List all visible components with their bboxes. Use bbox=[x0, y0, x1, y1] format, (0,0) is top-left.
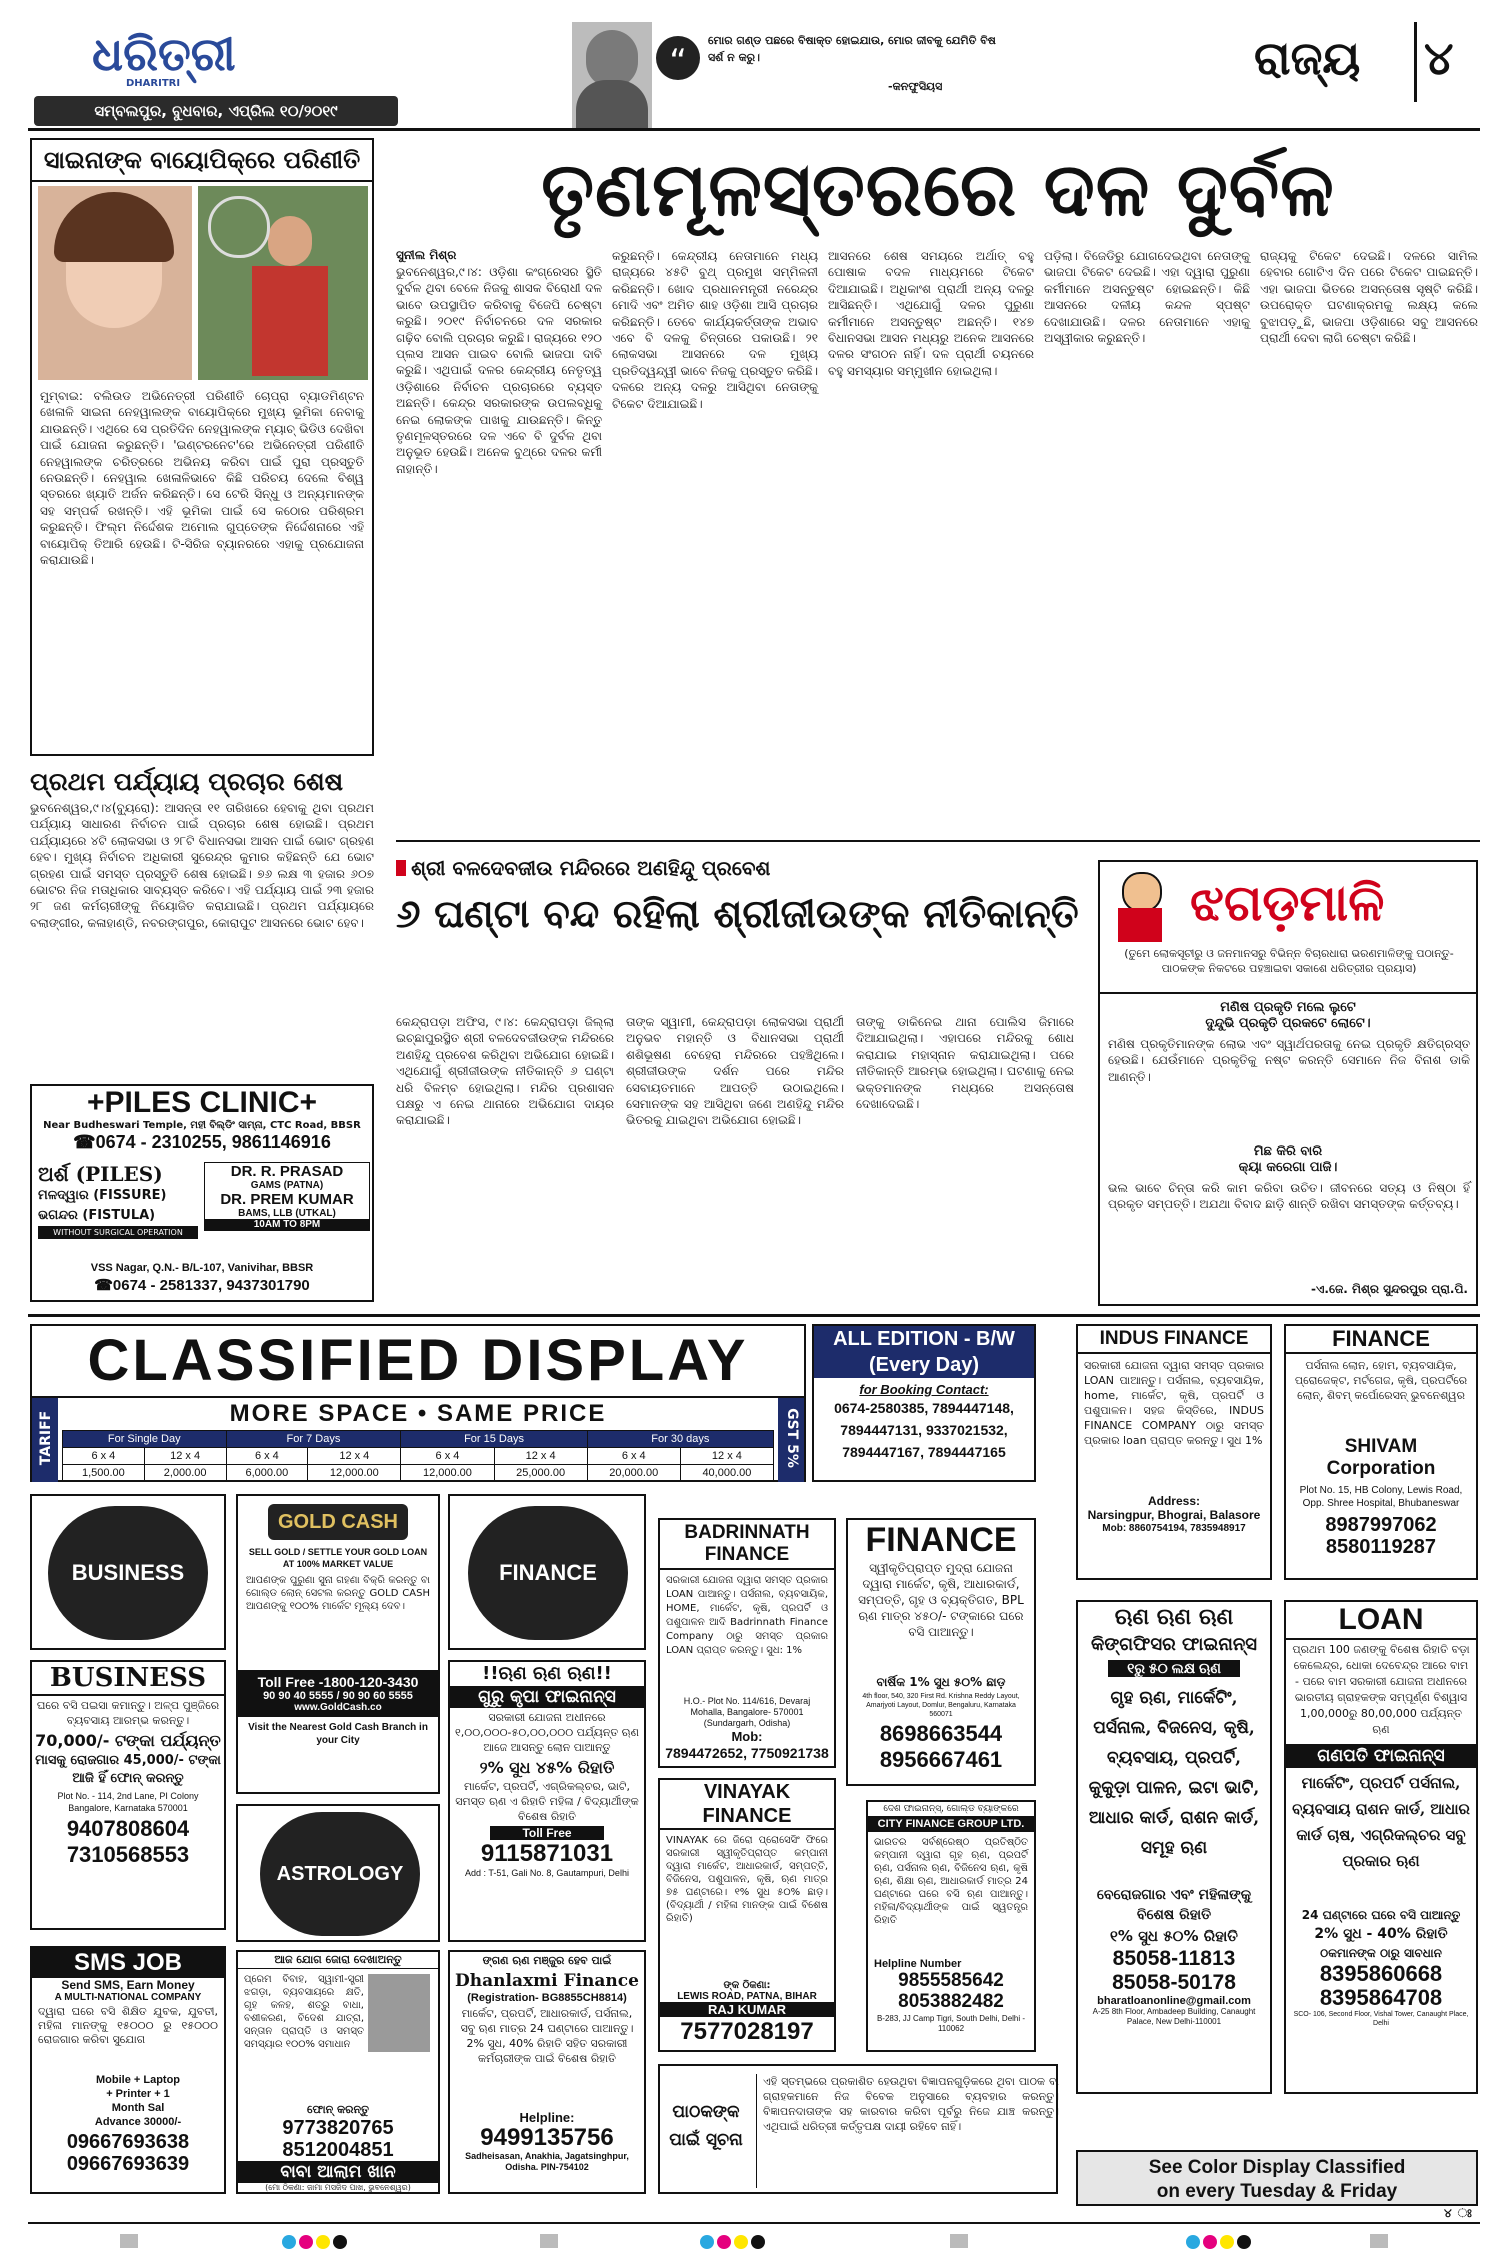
period-single: For Single Day bbox=[63, 1431, 227, 1448]
size-cell: 6 x 4 bbox=[226, 1448, 308, 1465]
doctor-2-degree: BAMS, LLB (UTKAL) bbox=[238, 1208, 336, 1219]
temple-kicker: ଶ୍ରୀ ବଳଦେବଜୀଉ ମନ୍ଦିରରେ ଅଣହିନ୍ଦୁ ପ୍ରବେଶ bbox=[396, 856, 1076, 882]
finance-logo-ad bbox=[448, 1494, 646, 1650]
page-number: ୪ bbox=[1424, 31, 1454, 85]
sms-title: SMS JOB bbox=[32, 1948, 224, 1978]
all-edition: ALL EDITION - B/W (Every Day) bbox=[814, 1326, 1034, 1378]
classified-tagline: MORE SPACE • SAME PRICE bbox=[229, 1400, 607, 1427]
price-cell: 1,500.00 bbox=[63, 1465, 145, 1482]
loan-items: ମାର୍କେଟିଂ, ପ୍ରପର୍ଟି ପର୍ସନାଲ, ବ୍ୟବସାୟ ରାଶନ କାର୍ଡ, ଆଧାର କାର୍ଡ ଚାଷ, ଏଗ୍ରିକଲ୍ଚର ସବୁ ପ୍ରକାର ଋଣ bbox=[1292, 1774, 1470, 1870]
size-cell: 6 x 4 bbox=[63, 1448, 145, 1465]
doctor-1-degree: GAMS (PATNA) bbox=[250, 1180, 324, 1191]
sms-line-1: Send SMS, Earn Money bbox=[61, 1978, 195, 1992]
tagamali-sub-1: ମଣିଷ ପ୍ରକୃତି ମଲେ ଲୁଟେ bbox=[1220, 1000, 1356, 1015]
city-address: B-283, JJ Camp Tigri, South Delhi, Delhi - 110062 bbox=[876, 2014, 1026, 2033]
runa-name: କିଙ୍ଗଫିସର ଫାଇନାନ୍ସ bbox=[1091, 1634, 1257, 1655]
piles-phone-1: ☎0674 - 2310255, 9861146916 bbox=[73, 1132, 331, 1152]
vinayak-address: LEWIS ROAD, PATNA, BIHAR bbox=[677, 1991, 817, 2002]
finance-big-title: FINANCE bbox=[865, 1521, 1017, 1559]
baba-body: ପ୍ରେମ ବିବାହ, ସ୍ୱାମୀ-ସ୍ତ୍ରୀ ଝଗଡ଼ା, ବ୍ୟବସାୟରେ କ୍ଷତି, ଗୃହ କଳହ, ଶତ୍ରୁ ବାଧା, ବଶୀକରଣ, ବିଦେଶ ଯାତ୍ରା, ସନ୍ତାନ ପ୍ରାପ୍ତି ଓ ସମସ୍ତ ସମସ୍ୟାର ୧୦୦% ସମାଧାନ bbox=[244, 1974, 368, 2050]
classified-display-header bbox=[30, 1324, 806, 1482]
dateline-bar bbox=[34, 96, 398, 126]
finance-big-ad bbox=[846, 1518, 1036, 1786]
loan-name: ଗଣପତି ଫାଇନାନ୍ସ bbox=[1286, 1744, 1476, 1768]
lead-byline: ସୁନୀଲ ମିଶ୍ର bbox=[396, 248, 457, 262]
lead-col-5: ରାଜ୍ୟକୁ ଟିକେଟ ଦେଇଛି। ଦଳରେ ସାମିଲ ହେବାର ଗୋଟିଏ ଦିନ ପରେ ଟିକେଟ ପାଇଛନ୍ତି। ଏହା ଭାଜପା ଭିତରେ ଅସନ୍ତୋଷ ସୃଷ୍ଟି କରିଛି। ଉପରୋକ୍ତ ଘଟଣାକ୍ରମକୁ ଲକ୍ଷ୍ୟ କଲେ ବୁଝାପଡ଼ୁଛି, ଭାଜପା ଓଡ଼ିଶାରେ ସବୁ ଆସନରେ ପ୍ରାର୍ଥୀ ଦେବା ଲାଗି ଚେଷ୍ଟା କରିଛି। bbox=[1260, 249, 1482, 346]
sms-phones: 09667693638 09667693639 bbox=[66, 2131, 190, 2175]
city-helpline: Helpline Number bbox=[874, 1958, 962, 1970]
shivam-name: SHIVAM Corporation bbox=[1326, 1436, 1436, 1479]
business-amount-2: ମାସକୁ ରୋଜଗାର 45,000/- ଟଙ୍କା bbox=[35, 1753, 221, 1768]
tagamali-sub-4: କ୍ୟା କରେଗା ପାଜି। bbox=[1238, 1160, 1338, 1175]
tagamali-signature: -ଏ.ଜେ. ମିଶ୍ର ସୁନ୍ଦରପୁର ପ୍ରା.ପି. bbox=[1310, 1282, 1468, 1296]
runa-email: bharatloanonline@gmail.com bbox=[1097, 1995, 1251, 2007]
piles-arsh: ଅର୍ଶ (PILES) bbox=[38, 1162, 163, 1186]
baba-name: ବାବା ଆଲାମ ଖାନ bbox=[238, 2161, 438, 2183]
shivam-address: Plot No. 15, HB Colony, Lewis Road, Opp. Shree Hospital, Bhubaneswar bbox=[1299, 1485, 1463, 1509]
size-cell: 6 x 4 bbox=[587, 1448, 680, 1465]
size-cell: 12 x 4 bbox=[494, 1448, 587, 1465]
runa-title: ଋଣ ଋଣ ଋଣ bbox=[1114, 1604, 1234, 1630]
saina-title: ସାଇନାଙ୍କ ବାୟୋପିକ୍‌ରେ ପରିଣୀତି bbox=[32, 140, 372, 182]
size-cell: 12 x 4 bbox=[144, 1448, 226, 1465]
doctor-1: DR. R. PRASAD bbox=[230, 1163, 344, 1180]
astrology-ad bbox=[236, 1804, 440, 1942]
dhan-registration: (Registration- BG8855CH8814) bbox=[467, 1992, 627, 2004]
dateline: ସମ୍ବଲପୁର, ବୁଧବାର, ଏପ୍ରିଲ ୧୦/୨୦୧୯ bbox=[94, 102, 338, 120]
gold-cash-ad bbox=[236, 1494, 440, 1794]
baba-phones: 9773820765 8512004851 bbox=[282, 2117, 394, 2161]
runa-phones: 85058-11813 85058-50178 bbox=[1112, 1947, 1236, 1994]
gurukrupa-title: !!ଋଣ ଋଣ ଋଣ!! bbox=[482, 1663, 612, 1684]
price-cell: 12,000.00 bbox=[308, 1465, 401, 1482]
baba-line-1: ଆଜ ଯୋଗ ଜୋରା ଦେଖାଅନ୍ତୁ bbox=[238, 1952, 438, 1969]
period-15: For 15 Days bbox=[401, 1431, 587, 1448]
astrology-logo-icon: ASTROLOGY bbox=[260, 1812, 420, 1936]
dhan-helpline: Helpline: bbox=[519, 2110, 575, 2125]
logo-text: ଧରିତ୍ରୀ bbox=[92, 27, 236, 81]
city-head: ଦେଶ ଫାଇନାନ୍ସ୍, ଗୋଲ୍ଡ ବ୍ୟାଙ୍କରେ bbox=[883, 1804, 1019, 1814]
loan-time: 24 ଘଣ୍ଟାରେ ଘରେ ବସି ପାଆନ୍ତୁ bbox=[1301, 1908, 1461, 1922]
badrinath-ad bbox=[658, 1518, 836, 1768]
gurukrupa-body-2: ମାର୍କେଟ, ପ୍ରପର୍ଟି, ଏଗ୍ରିକଲ୍ଚର, ଭାଟି, ସମସ୍ତ ଋଣ ଏ ରିହାତି ମହିଳା / ବିଦ୍ୟାର୍ଥୀଙ୍କ ବିଶେଷ ରିହାତି bbox=[455, 1780, 639, 1823]
temple-col-1: କେନ୍ଦ୍ରାପଡ଼ା ଅଫିସ, ୯।୪: କେନ୍ଦ୍ରାପଡ଼ା ଜିଲ୍ଲା ଇଚ୍ଛାପୁରସ୍ଥିତ ଶ୍ରୀ ବଳଦେବଜୀଉଙ୍କ ମନ୍ଦିରରେ ଅଣହିନ୍ଦୁ ପ୍ରବେଶ କରିଥିବା ଅଭିଯୋଗ ହୋଇଛି। ଏଥିଯୋଗୁଁ ଶ୍ରୀଜୀଉଙ୍କ ନୀତିକାନ୍ତି ୬ ଘଣ୍ଟା ଧରି ବିଳମ୍ବ ହୋଇଥିଲା। ମନ୍ଦିର ପ୍ରଶାସନ ପକ୍ଷରୁ ଏ ନେଇ ଥାନାରେ ଅଭିଯୋଗ ଦାୟର କରାଯାଇଛି। bbox=[396, 1015, 618, 1128]
tagamali-para-1: ମଣିଷ ପ୍ରକୃତିମାନଙ୍କ ଲୋଭ ଏବଂ ସ୍ୱାର୍ଥପରତାକୁ ନେଇ ପ୍ରକୃତି କ୍ଷତିଗ୍ରସ୍ତ ହେଉଛି। ଯେଉଁମାନେ ପ୍ରକୃତିକୁ ନଷ୍ଟ କରନ୍ତି ସେମାନେ ନିଜ ବିନାଶ ଡାକି ଆଣନ୍ତି। bbox=[1108, 1037, 1474, 1084]
booking-phone-2: 7894447131, 9337021532, bbox=[840, 1422, 1008, 1438]
footer-rule bbox=[28, 2222, 1480, 2224]
temple-col-3: ତାଙ୍କୁ ଡାକିନେଇ ଥାନା ପୋଲିସ ଜିମାରେ ଦିଆଯାଇଥିଲା। ଏହାପରେ ମନ୍ଦିରକୁ ଶୋଧ କରାଯାଇ ମହାସ୍ନାନ କରାଯାଇଥିଲା। ପରେ ନୀତିକାନ୍ତି ଆରମ୍ଭ ହୋଇଥିଲା। ଘଟଣାକୁ ନେଇ ଭକ୍ତମାନଙ୍କ ମଧ୍ୟରେ ଅସନ୍ତୋଷ ଦେଖାଦେଇଛି। bbox=[856, 1015, 1078, 1112]
period-30: For 30 days bbox=[587, 1431, 773, 1448]
size-cell: 6 x 4 bbox=[401, 1448, 494, 1465]
piles-phone-2: ☎0674 - 2581337, 9437301790 bbox=[94, 1277, 310, 1294]
vinayak-name: RAJ KUMAR bbox=[660, 2002, 834, 2017]
temple-headline: ୬ ଘଣ୍ଟା ବନ୍ଦ ରହିଲା ଶ୍ରୀଜୀଉଙ୍କ ନୀତିକାନ୍ତି bbox=[396, 891, 1079, 937]
kicker-marker bbox=[396, 860, 406, 876]
gurukrupa-ad bbox=[448, 1660, 646, 1942]
loan-ad bbox=[1284, 1600, 1478, 2094]
tagamali-column bbox=[1098, 860, 1478, 1306]
grey-mark-1 bbox=[120, 2234, 138, 2248]
badrinath-mob: 7894472652, 7750921738 bbox=[665, 1745, 829, 1761]
booking-phone-1: 0674-2580385, 7894447148, bbox=[834, 1400, 1014, 1416]
piles-title: +PILES CLINIC+ bbox=[86, 1086, 318, 1119]
sms-job-ad bbox=[30, 1946, 226, 2194]
gurukrupa-toll: Toll Free bbox=[490, 1826, 604, 1840]
gold-cash-visit: Visit the Nearest Gold Cash Branch in your City bbox=[248, 1722, 428, 1746]
finance-big-body: ସ୍ୱୀକୃତିପ୍ରାପ୍ତ ମୁଦ୍ରା ଯୋଜନା ଦ୍ୱାରା ମାର୍କେଟ, କୃଷି, ଆଧାରକାର୍ଡ, ସମ୍ପତ୍ତି, ଗୃହ ଓ ବ୍ୟକ୍ତିଗତ, BPL ଋଣ ମାତ୍ର ୪୫୦/- ଟଙ୍କାରେ ଘରେ ବସି ପାଆନ୍ତୁ। bbox=[858, 1561, 1024, 1639]
tagamali-intro: (ତୁମେ ଲୋକସୂଚୀରୁ ଓ ଜନମାନସରୁ ବିଭିନ୍ନ ବିଚାରଧାରା ଭରଣମାଳିଙ୍କୁ ପଠାନ୍ତୁ-ପାଠକଙ୍କ ନିକଟରେ ପହଞ୍ଚାଇବା ସକାଶେ ଧରିତ୍ରୀର ପ୍ରୟାସ) bbox=[1124, 947, 1454, 975]
badrinath-title: BADRINNATH FINANCE bbox=[660, 1520, 834, 1570]
reader-notice bbox=[658, 2064, 1063, 2194]
phase-body: ଭୁବନେଶ୍ୱର,୯।୪(ବ୍ୟୁରୋ): ଆସନ୍ତା ୧୧ ତାରିଖରେ ହେବାକୁ ଥିବା ପ୍ରଥମ ପର୍ଯ୍ୟାୟ ସାଧାରଣ ନିର୍ବାଚନ ପାଇଁ ପ୍ରଚାର ଶେଷ ହୋଇଛି। ପ୍ରଥମ ପର୍ଯ୍ୟାୟରେ ୪ଟି ଲୋକସଭା ଓ ୨୮ଟି ବିଧାନସଭା ଆସନ ପାଇଁ ଭୋଟ ଗ୍ରହଣ ହେବ। ମୁଖ୍ୟ ନିର୍ବାଚନ ଅଧିକାରୀ ସୁରେନ୍ଦ୍ର କୁମାର କହିଛନ୍ତି ଯେ ଭୋଟ ଗ୍ରହଣ ପାଇଁ ସମସ୍ତ ପ୍ରସ୍ତୁତି ଶେଷ ହୋଇଛି। ୭୬ ଲକ୍ଷ ୩ ହଜାର ୬୦୭ ଭୋଟର ନିଜ ମତାଧିକାର ସାବ୍ୟସ୍ତ କରିବେ। ଏହି ପର୍ଯ୍ୟାୟ ପାଇଁ ୨୩ ହଜାର ୨୮ ଜଣ କର୍ମଚାରୀଙ୍କୁ ନିୟୋଜିତ କରାଯାଇଛି। ପ୍ରଥମ ପର୍ଯ୍ୟାୟରେ ବଲାଙ୍ଗୀର, କଳାହାଣ୍ଡି, ନବରଙ୍ଗପୁର, କୋରାପୁଟ ଆସନରେ ଭୋଟ ହେବ। bbox=[30, 801, 378, 930]
vinayak-address-label: ଙ୍କ ଠିକଣା: bbox=[723, 1980, 771, 1991]
gold-cash-line: SELL GOLD / SETTLE YOUR GOLD LOAN AT 100% MARKET VALUE bbox=[248, 1547, 428, 1569]
shivam-finance-ad bbox=[1284, 1324, 1478, 1580]
price-cell: 40,000.00 bbox=[680, 1465, 773, 1482]
section-title: ରାଜ୍ୟ bbox=[1254, 31, 1361, 85]
color-display-notice bbox=[1076, 2150, 1478, 2206]
gurukrupa-body: ସରକାରୀ ଯୋଜନା ଅଧୀନରେ ୧,୦୦,୦୦୦-୫୦,୦୦,୦୦୦ ପର୍ଯ୍ୟନ୍ତ ଋଣ ଆଜେ ଆସନ୍ତୁ ଲୋନ ପାଆନ୍ତୁ bbox=[455, 1711, 639, 1754]
runa-amount: ୧ରୁ ୫୦ ଲକ୍ଷ ଋଣ bbox=[1108, 1660, 1240, 1677]
dhan-address: Sadheisasan, Anakhia, Jagatsinghpur, Odisha. PIN-754102 bbox=[465, 2151, 629, 2172]
saina-body: ମୁମ୍ବାଇ: ବଲିଉଡ ଅଭିନେତ୍ରୀ ପରିଣୀତି ଚୋପ୍ରା ବ୍ୟାଡମିଣ୍ଟନ ଖେଳାଳି ସାଇନା ନେହୱାଲଙ୍କ ବାୟୋପିକ୍‌ରେ ମୁଖ୍ୟ ଭୂମିକା ନେବାକୁ ଯାଉଛନ୍ତି। ଏଥିରେ ସେ ପ୍ରତିଦିନ ନେହୱାଲଙ୍କ ମ୍ୟାଚ୍ ଭିଡିଓ ଦେଖିବା ପାଇଁ ଯୋଜନା କରୁଛନ୍ତି। 'ଇଣ୍ଟରନେଟ'ରେ ଅଭିନେତ୍ରୀ ପରିଣୀତି ନେହୱାଲଙ୍କ ଚରିତ୍ରରେ ଅଭିନୟ କରିବା ପାଇଁ ପୁରା ପ୍ରସ୍ତୁତି ନେଉଛନ୍ତି। ନେହୱାଲ ଖେଳାଳିଭାବେ କିଛି ପରିଚୟ ଦେଲେ ବିଶ୍ୱ ସ୍ତରରେ ଖ୍ୟାତି ଅର୍ଜନ କରିଛନ୍ତି। ସେ ଟେରି ସିନ୍ଧୁ ଓ ଅନ୍ୟମାନଙ୍କ ସହ ସମ୍ପର୍କ ରଖନ୍ତି। ଏହି ଭୂମିକା ପାଇଁ ସେ କଠୋର ପରିଶ୍ରମ କରୁଛନ୍ତି। ଫିଲ୍ମ ନିର୍ଦ୍ଦେଶକ ଅମୋଲ ଗୁପ୍ତେଙ୍କ ନିର୍ଦ୍ଦେଶନାରେ ଏହି ବାୟୋପିକ୍ ତିଆରି ହେଉଛି। ଟି-ସିରିଜ ବ୍ୟାନରରେ ଏହାକୁ ପ୍ରଯୋଜନା କରାଯାଉଛି। bbox=[40, 389, 368, 568]
city-phones: 9855585642 8053882482 bbox=[898, 1970, 1004, 2012]
baba-phone-label: ଫୋନ୍ କରନ୍ତୁ bbox=[307, 2103, 369, 2116]
indus-title: INDUS FINANCE bbox=[1078, 1326, 1270, 1354]
dhan-line-1: ଙ୍ଗଣ ଋଣ ମଞ୍ଜୁର ହେବ ପାଇଁ bbox=[482, 1954, 612, 1967]
indus-address-label: Address: bbox=[1147, 1494, 1200, 1508]
clinic-time: 10AM TO 8PM bbox=[205, 1219, 369, 1230]
photo-parineeti bbox=[38, 186, 192, 380]
tagamali-sub-3: ମିଛ କିରି ବାରି bbox=[1253, 1144, 1323, 1159]
gurukrupa-name: ଗୁରୁ କୃପା ଫାଇନାନ୍ସ bbox=[450, 1686, 644, 1708]
city-finance-ad bbox=[866, 1800, 1036, 2052]
runa-items: ଗୃହ ଋଣ, ମାର୍କେଟିଂ, ପର୍ସନାଲ, ବିଜନେସ, କୃଷି, ବ୍ୟବସାୟ, ପ୍ରପର୍ଟି, କୁକୁଡ଼ା ପାଳନ, ଇଟା ଭାଟି, ଆଧାର କାର୍ଡ, ରାଶନ କାର୍ଡ, ସମୂହ ଋଣ bbox=[1088, 1688, 1260, 1858]
booking-label: for Booking Contact: bbox=[859, 1382, 989, 1397]
phase-story bbox=[30, 764, 378, 1090]
runa-ad bbox=[1076, 1600, 1272, 2094]
gst-label: GST 5% bbox=[778, 1398, 804, 1482]
dhan-body: ମାର୍କେଟ, ପ୍ରପର୍ଟି, ଆଧାରକାର୍ଡ, ପର୍ସନାଲ, ସବୁ ଋଣ ମାତ୍ର 24 ଘଣ୍ଟାରେ ପାଆନ୍ତୁ। 2% ସୁଧ, 40% ରିହାତି ସହିତ ସରକାରୀ କର୍ମଚାରୀଙ୍କ ପାଇଁ ବିଶେଷ ରିହାତି bbox=[460, 2007, 634, 2065]
shivam-body: ପର୍ସନାଲ ଲୋନ, ହୋମ, ବ୍ୟବସାୟିକ, ପ୍ରୋଜେକ୍ଟ, ମର୍ଟଗେଜ, କୃଷି, ପ୍ରପର୍ଟିରେ ଲୋନ୍, ଶିବମ୍ କର୍ପୋରେସନ୍ ଭୁବନେଶ୍ୱର bbox=[1294, 1359, 1468, 1402]
period-7: For 7 Days bbox=[226, 1431, 401, 1448]
business-logo-ad bbox=[30, 1494, 226, 1650]
gold-cash-logo: GOLD CASH bbox=[268, 1504, 408, 1540]
sms-body: ଦ୍ୱାରା ଘରେ ବସି ଶିକ୍ଷିତ ଯୁବକ, ଯୁବତୀ, ମହିଳା ମାନଙ୍କୁ ୧୫୦୦୦ ରୁ ୧୫୦୦୦ ରୋଜଗାର କରିବା ସୁଯୋଗ bbox=[38, 2005, 222, 2046]
gold-cash-body: ଆପଣଙ୍କ ପୁରୁଣା ସୁନା ଗହଣା ବିକ୍ରି କରନ୍ତୁ ବା ଗୋଲ୍ଡ ଲୋନ୍ ସେଟଲ କରନ୍ତୁ GOLD CASH ଆପଣଙ୍କୁ ୧୦୦% ମାର୍କେଟ ମୂଲ୍ୟ ଦେବ। bbox=[246, 1575, 434, 1612]
runa-address: A-25 8th Floor, Ambadeep Building, Canaught Palace, New Delhi-110001 bbox=[1092, 2007, 1256, 2026]
badrinath-address: H.O.- Plot No. 114/616, Devaraj Mohalla, Bangalore- 570001 (Sundargarh, Odisha) bbox=[683, 1696, 811, 1728]
quote-author: -କନଫୁସିୟସ bbox=[888, 80, 943, 93]
runa-women: ବେରୋଜଗାର ଏବଂ ମହିଳାଙ୍କୁ ବିଶେଷ ରିହାତି bbox=[1096, 1887, 1252, 1923]
reader-title: ପାଠକଙ୍କ ପାଇଁ ସୂଚନା bbox=[669, 2102, 743, 2150]
shivam-phones: 8987997062 8580119287 bbox=[1325, 1514, 1437, 1558]
tagamali-para-2: ଭଲ ଭାବେ ଚିନ୍ତା କରି କାମ କରିବା ଉଚିତ। ଜୀବନରେ ସତ୍ୟ ଓ ନିଷ୍ଠା ହିଁ ପ୍ରକୃତ ସମ୍ପତ୍ତି। ଅଯଥା ବିବାଦ ଛାଡ଼ି ଶାନ୍ତି ରଖିବା ସମସ୍ତଙ୍କ କର୍ତ୍ତବ୍ୟ। bbox=[1108, 1181, 1474, 1212]
loan-body: ପ୍ରଥମ 100 ଜଣଙ୍କୁ ବିଶେଷ ରିହାତି ବଡ଼ା କେଲେନ୍ଦ୍ର, ଧୋକା ଦେବେନ୍ଦ୍ର ଆରେ ବାମ - ପରେ ବାମ ସରକାରୀ ଯୋଜନା ଅଧୀନରେ ଭାରତୀୟ ଗ୍ରାହକଙ୍କ ସମ୍ପୂର୍ଣ୍ଣ ବିଶ୍ୱାସ 1,00,000ରୁ 80,00,000 ପର୍ଯ୍ୟନ୍ତ ଋଣ bbox=[1292, 1643, 1470, 1736]
lead-col-1: ଭୁବନେଶ୍ୱର,୯।୪: ଓଡ଼ିଶା କଂଗ୍ରେସର ସ୍ଥିତି ଦୁର୍ବଳ ଥିବା ବେଳେ ନିଜକୁ ଶାସକ ବିରୋଧୀ ଦଳ ଭାବେ ଉପସ୍ଥାପିତ କରିବାକୁ ବିଜେପି ଚେଷ୍ଟା କରୁଛି। ୨୦୧୯ ନିର୍ବାଚନରେ ଦଳ ସରକାର ଗଢ଼ିବ ବୋଲି ପ୍ରଚାର କରୁଛି। ରାଜ୍ୟରେ ୧୨୦ ପ୍ଲସ ଆସନ ପାଇବ ବୋଲି ଭାଜପା ଦାବି କରୁଛି। ଏଥିପାଇଁ ଦଳର କେନ୍ଦ୍ରୀୟ ନେତୃତ୍ୱ ଓଡ଼ିଶାରେ ନିର୍ବାଚନ ପ୍ରଚାରରେ ବ୍ୟସ୍ତ ଅଛନ୍ତି। କେନ୍ଦ୍ର ସରକାରଙ୍କ ଉପଲବ୍ଧିକୁ ନେଇ ଲୋକଙ୍କ ପାଖକୁ ଯାଉଛନ୍ତି। କିନ୍ତୁ ତୃଣମୂଳସ୍ତରରେ ଦଳ ଏବେ ବି ଦୁର୍ବଳ ଥିବା ଅନୁଭୂତ ହେଉଛି। ଅନେକ ବୁଥ୍‌ରେ ଦଳର କର୍ମୀ ନାହାନ୍ତି। bbox=[396, 265, 606, 476]
masthead-rule bbox=[28, 128, 1480, 131]
tariff-table bbox=[62, 1430, 774, 1482]
reader-body: ଏହି ସ୍ତମ୍ଭରେ ପ୍ରକାଶିତ ହେଉଥିବା ବିଜ୍ଞାପନଗୁଡ଼ିକରେ ଥିବା ପାଠକ ବା ଗ୍ରାହକମାନେ ନିଜ ବିବେକ ଅନୁସାରେ ବ୍ୟବହାର କରନ୍ତୁ। ବିଜ୍ଞାପନଦାତାଙ୍କ ସହ କାରବାର କରିବା ପୂର୍ବରୁ ନିଜେ ଯାଞ୍ଚ କରନ୍ତୁ। ଏଥିପାଇଁ ଧରିତ୍ରୀ କର୍ତ୍ତୃପକ୍ଷ ଦାୟୀ ରହିବେ ନାହିଁ। bbox=[756, 2074, 1059, 2188]
tagamali-cartoon bbox=[1110, 872, 1170, 942]
tagamali-title: ଝଗଡ଼ମାଳି bbox=[1190, 873, 1385, 932]
price-cell: 20,000.00 bbox=[587, 1465, 680, 1482]
price-cell: 25,000.00 bbox=[494, 1465, 587, 1482]
loan-warning: ଠକମାନଙ୍କ ଠାରୁ ସାବଧାନ bbox=[1320, 1946, 1442, 1960]
piles-address: Near Budheswari Temple, ମହୀ ବିଲ୍ଡିଂ ସାମ୍ନା, CTC Road, BBSR bbox=[43, 1120, 361, 1131]
vinayak-body: VINAYAK ରେ ଜିରୋ ପ୍ରୋସେସିଂ ଫିରେ ସରକାରୀ ସ୍ୱୀକୃତିପ୍ରାପ୍ତ କମ୍ପାନୀ ଦ୍ୱାରା ମାର୍କେଟ, ଆଧାରକାର୍ଡ, ସମ୍ପତ୍ତି, ବିଜିନେସ, ପଶୁପାଳନ, କୃଷି, ଋଣ ମାତ୍ର ୭୫ ଘଣ୍ଟାରେ। ୧% ସୁଧ ୫୦% ଛାଡ଼। (ବିଦ୍ୟାର୍ଥୀ / ମହିଳା ମାନଙ୍କ ପାଇଁ ବିଶେଷ ରିହାତି) bbox=[666, 1835, 832, 1924]
gurukrupa-address: Add : T-51, Gali No. 8, Gautampuri, Delhi bbox=[465, 1868, 629, 1878]
masthead bbox=[28, 22, 1478, 132]
classified-top-rule bbox=[28, 1314, 1480, 1317]
gurukrupa-phone: 9115871031 bbox=[480, 1840, 614, 1867]
price-cell: 6,000.00 bbox=[226, 1465, 308, 1482]
lead-col-3: ଆସନରେ ଶେଷ ସମୟରେ ଅର୍ଥାତ୍ ବହୁ ପୋଷାକ ବଦଳ ମାଧ୍ୟମରେ ଟିକେଟ ଦିଆଯାଇଛି। ଅଧିକାଂଶ ପ୍ରାର୍ଥୀ ଅନ୍ୟ ଦଳରୁ ଆସିଛନ୍ତି। ଏଥିଯୋଗୁଁ ଦଳର ପୁରୁଣା କର୍ମୀମାନେ ଅସନ୍ତୁଷ୍ଟ ଅଛନ୍ତି। ୧୪୭ ବିଧାନସଭା ଆସନ ମଧ୍ୟରୁ ଅନେକ ଆସନରେ ଦଳର ସଂଗଠନ ନାହିଁ। ଦଳ ପ୍ରାର୍ଥୀ ଚୟନରେ ବହୁ ସମସ୍ୟାର ସମ୍ମୁଖୀନ ହୋଇଥିଲା। bbox=[828, 249, 1038, 378]
business-call: ଆଜି ହିଁ ଫୋନ୍ କରନ୍ତୁ bbox=[72, 1771, 184, 1786]
grey-mark-2 bbox=[540, 2234, 558, 2248]
piles-fissure: ମଳଦ୍ୱାର (FISSURE) bbox=[38, 1188, 167, 1203]
booking-box bbox=[812, 1324, 1036, 1482]
quote-icon: “ bbox=[656, 36, 700, 80]
indus-address: Narsingpur, Bhograi, Balasore bbox=[1087, 1508, 1261, 1522]
loan-title: LOAN bbox=[1286, 1602, 1476, 1640]
price-cell: 12,000.00 bbox=[401, 1465, 494, 1482]
color-line-2: on every Tuesday & Friday bbox=[1156, 2181, 1398, 2202]
indus-mob: Mob: 8860754194, 7835948917 bbox=[1102, 1523, 1246, 1534]
finance-big-rate: ବାର୍ଷିକ 1% ସୁଧ ୫୦% ଛାଡ଼ bbox=[876, 1675, 1006, 1689]
tariff-label: TARIFF bbox=[32, 1398, 58, 1482]
lead-headline: ତୃଣମୂଳସ୍ତରରେ ଦଳ ଦୁର୍ବଳ bbox=[541, 147, 1335, 233]
badrinath-mob-label: Mob: bbox=[731, 1729, 763, 1744]
color-line-1: See Color Display Classified bbox=[1148, 2157, 1406, 2178]
grey-mark-4 bbox=[1370, 2234, 1388, 2248]
registration-marks-1 bbox=[282, 2234, 350, 2253]
loan-rate: 2% ସୁଧ - 40% ରିହାତି bbox=[1314, 1926, 1448, 1942]
business-amount-1: 70,000/- ଟଙ୍କା ପର୍ଯ୍ୟନ୍ତ bbox=[35, 1731, 221, 1750]
vinayak-phone: 7577028197 bbox=[680, 2018, 814, 2045]
lead-col-2: କରୁଛନ୍ତି। କେନ୍ଦ୍ରୀୟ ନେତାମାନେ ମଧ୍ୟ ରାଜ୍ୟରେ ୪୫ଟି ବୁଥ୍ ପ୍ରମୁଖ ସମ୍ମିଳନୀ କରିଛନ୍ତି। ଖୋଦ ପ୍ରଧାନମନ୍ତ୍ରୀ ନରେନ୍ଦ୍ର ମୋଦି ଏବଂ ଅମିତ ଶାହ ଓଡ଼ିଶା ଆସି ପ୍ରଚାର କରିଛନ୍ତି। ତେବେ କାର୍ଯ୍ୟକର୍ତ୍ତାଙ୍କ ଅଭାବ ଏବେ ବି ଦଳକୁ ଚିନ୍ତାରେ ପକାଉଛି। ୨୧ ଲୋକସଭା ଆସନରେ ଦଳ ମୁଖ୍ୟ ପ୍ରତିଦ୍ୱନ୍ଦ୍ୱୀ ଭାବେ ନିଜକୁ ପ୍ରସ୍ତୁତ କରିଛି। ଦଳରେ ଅନ୍ୟ ଦଳରୁ ଆସିଥିବା ନେତାଙ୍କୁ ଟିକେଟ ଦିଆଯାଇଛି। bbox=[612, 249, 822, 411]
shivam-title: FINANCE bbox=[1286, 1326, 1476, 1354]
logo-sub: DHARITRI bbox=[126, 78, 181, 89]
gurukrupa-rate: ୨% ସୁଧ ୪୫% ରିହାତି bbox=[479, 1758, 615, 1777]
piles-fistula: ଭଗନ୍ଦର (FISTULA) bbox=[38, 1208, 156, 1223]
finance-logo-icon: FINANCE bbox=[468, 1506, 628, 1640]
tagamali-sub-2: ଦୁନ୍ଦୁଭି ପ୍ରକୃତି ପ୍ରକଟେ ଲୋଟେ। bbox=[1205, 1016, 1371, 1031]
price-cell: 2,000.00 bbox=[144, 1465, 226, 1482]
business-logo-icon: BUSINESS bbox=[48, 1506, 208, 1640]
registration-marks-3 bbox=[1186, 2234, 1254, 2253]
sms-free: Mobile + Laptop + Printer + 1 Month Sal Advance 30000/- bbox=[94, 2074, 182, 2128]
registration-marks-2 bbox=[700, 2234, 768, 2253]
loan-address: SCO- 106, Second Floor, Vishal Tower, Canaught Place, Delhi bbox=[1293, 2011, 1469, 2027]
dhanlaxmi-ad bbox=[448, 1950, 646, 2194]
city-title: CITY FINANCE GROUP LTD. bbox=[868, 1816, 1034, 1832]
doctor-2: DR. PREM KUMAR bbox=[220, 1191, 354, 1208]
baba-photo bbox=[368, 1974, 430, 2052]
indus-body: ସରକାରୀ ଯୋଜନା ଦ୍ୱାରା ସମସ୍ତ ପ୍ରକାର LOAN ପାଆନ୍ତୁ। ପର୍ସନାଲ, ବ୍ୟବସାୟିକ, home, ମାର୍କେଟ, କୃଷି, ପ୍ରପର୍ଟି ଓ ପଶୁପାଳନ। ସହଜ କିସ୍ତିରେ, INDUS FINANCE COMPANY ଠାରୁ ସମସ୍ତ ପ୍ରକାର loan ପ୍ରାପ୍ତ କରନ୍ତୁ। ସୁଧ 1% bbox=[1084, 1359, 1268, 1447]
runa-rate: ୧% ସୁଧ ୫୦% ରିହାତି bbox=[1110, 1927, 1238, 1945]
finance-big-phones: 8698663544 8956667461 bbox=[879, 1721, 1003, 1772]
quote-text: ମୋର ଗଣ୍ଡ ପଛରେ ବିଷାକ୍ତ ହୋଇଯାଉ, ମୋର ଜୀବକୁ ଯେମିତି ବିଷ ସର୍ଶ ନ କରୁ। bbox=[708, 34, 996, 64]
business-title: BUSINESS bbox=[32, 1662, 224, 1696]
lead-rule bbox=[396, 840, 1480, 842]
size-cell: 12 x 4 bbox=[680, 1448, 773, 1465]
dhan-name: Dhanlaxmi Finance bbox=[455, 1971, 639, 1991]
vinayak-ad bbox=[658, 1778, 836, 2052]
baba-address: (ମୋ ଠିକଣା: ଜାମା ମସଜିଦ ପାଖ, ଭୁବନେଶ୍ୱର) bbox=[265, 2183, 411, 2192]
finance-big-address: 4th floor, 540, 320 First Rd. Krishna Reddy Layout, Amarjyoti Layout, Domlur, Bengaluru, Karnataka 560071 bbox=[862, 1693, 1020, 1718]
loan-phones: 8395860668 8395864708 bbox=[1319, 1961, 1443, 2010]
gold-cash-panel: Toll Free -1800-120-3430 90 90 40 5555 / 90 90 60 5555 www.GoldCash.co bbox=[238, 1670, 438, 1717]
size-cell: 12 x 4 bbox=[308, 1448, 401, 1465]
photo-saina bbox=[198, 186, 368, 380]
masthead-divider bbox=[1414, 22, 1417, 102]
piles-no-surgery: WITHOUT SURGICAL OPERATION bbox=[38, 1226, 198, 1239]
lead-col-4: ପଡ଼ିଲା। ବିଜେଡିରୁ ଯୋଗଦେଇଥିବା ନେତାଙ୍କୁ ଭାଜପା ଟିକେଟ ଦେଇଛି। ଏହା ଦ୍ୱାରା ପୁରୁଣା କର୍ମୀମାନେ ଅସନ୍ତୁଷ୍ଟ ହୋଇଛନ୍ତି। କିଛି ଆସନରେ ଦଳୀୟ କନ୍ଦଳ ସ୍ପଷ୍ଟ ଦେଖାଯାଉଛି। ଦଳର ନେତାମାନେ ଏହାକୁ ଅସ୍ୱୀକାର କରୁଛନ୍ତି। bbox=[1044, 249, 1254, 346]
sms-line-2: A MULTI-NATIONAL COMPANY bbox=[54, 1992, 202, 2003]
classified-title: CLASSIFIED DISPLAY bbox=[32, 1326, 804, 1398]
confucius-portrait bbox=[572, 22, 652, 128]
business-ad bbox=[30, 1660, 226, 1930]
business-address: Plot No. - 114, 2nd Lane, PI Colony Bangalore, Karnataka 570001 bbox=[57, 1791, 199, 1813]
grey-mark-3 bbox=[950, 2234, 968, 2248]
business-phones: 9407808604 7310568553 bbox=[66, 1816, 190, 1867]
city-body: ଭାରତର ସର୍ବଶ୍ରେଷ୍ଠ ପ୍ରତିଷ୍ଠିତ କମ୍ପାନୀ ଦ୍ୱାରା ଗୃହ ଋଣ, ପ୍ରପର୍ଟି ଋଣ, ପର୍ସନାଲ ଋଣ, ବିଜିନେସ ଋଣ, କୃଷି ଋଣ, ଶିକ୍ଷା ଋଣ, ଆଧାରକାର୍ଡ ମାତ୍ର 24 ଘଣ୍ଟାରେ ଘରେ ବସି ଋଣ ପାଆନ୍ତୁ। ମହିଳା/ବିଦ୍ୟାର୍ଥୀଙ୍କ ପାଇଁ ସ୍ୱତନ୍ତ୍ର ରିହାତି bbox=[874, 1837, 1032, 1926]
baba-ad bbox=[236, 1950, 440, 2194]
piles-clinic-ad bbox=[30, 1084, 374, 1302]
booking-phone-3: 7894447167, 7894447165 bbox=[842, 1444, 1006, 1460]
indus-finance-ad bbox=[1076, 1324, 1272, 1580]
temple-col-2: ତାଙ୍କ ସ୍ୱାମୀ, କେନ୍ଦ୍ରାପଡ଼ା ଲୋକସଭା ପ୍ରାର୍ଥୀ ଅନୁଭବ ମହାନ୍ତି ଓ ବିଧାନସଭା ପ୍ରାର୍ଥୀ ଶଶିଭୂଷଣ ବେହେରା ମନ୍ଦିରରେ ପହଞ୍ଚିଥିଲେ। ଶ୍ରୀଜୀଉଙ୍କ ଦର୍ଶନ ପରେ ମନ୍ଦିର ସେବାୟତମାନେ ଆପତ୍ତି ଉଠାଇଥିଲେ। ସେମାନଙ୍କ ସହ ଆସିଥିବା ଜଣେ ଅଣହିନ୍ଦୁ ମନ୍ଦିର ଭିତରକୁ ଯାଇଥିବା ଅଭିଯୋଗ ହୋଇଛି। bbox=[626, 1015, 848, 1128]
badrinath-body: ସରକାରୀ ଯୋଜନା ଦ୍ୱାରା ସମସ୍ତ ପ୍ରକାର LOAN ପାଆନ୍ତୁ। ପର୍ସନାଲ, ବ୍ୟବସାୟିକ, HOME, ମାର୍କେଟ, କୃଷି, ପ୍ରପର୍ଟି ଓ ପଶୁପାଳନ ଆଦି Badrinnath Finance Company ଠାରୁ ସମସ୍ତ ପ୍ରକାର LOAN ପ୍ରାପ୍ତ କରନ୍ତୁ। ସୁଧ: 1% bbox=[666, 1575, 832, 1656]
vinayak-title: VINAYAK FINANCE bbox=[660, 1780, 834, 1830]
logo bbox=[92, 27, 292, 89]
piles-address-2: VSS Nagar, Q.N.- B/L-107, Vanivihar, BBSR bbox=[90, 1262, 314, 1274]
phase-title: ପ୍ରଥମ ପର୍ଯ୍ୟାୟ ପ୍ରଚାର ଶେଷ bbox=[30, 767, 344, 796]
dhan-phone: 9499135756 bbox=[480, 2124, 614, 2151]
folio: ୪ ଃ bbox=[1444, 2206, 1472, 2220]
saina-story bbox=[30, 138, 374, 756]
business-body: ଘରେ ବସି ପଇସା କମାନ୍ତୁ। ଅଳ୍ପ ପୁଞ୍ଜିରେ ବ୍ୟବସାୟ ଆରମ୍ଭ କରନ୍ତୁ। bbox=[36, 1699, 220, 1727]
